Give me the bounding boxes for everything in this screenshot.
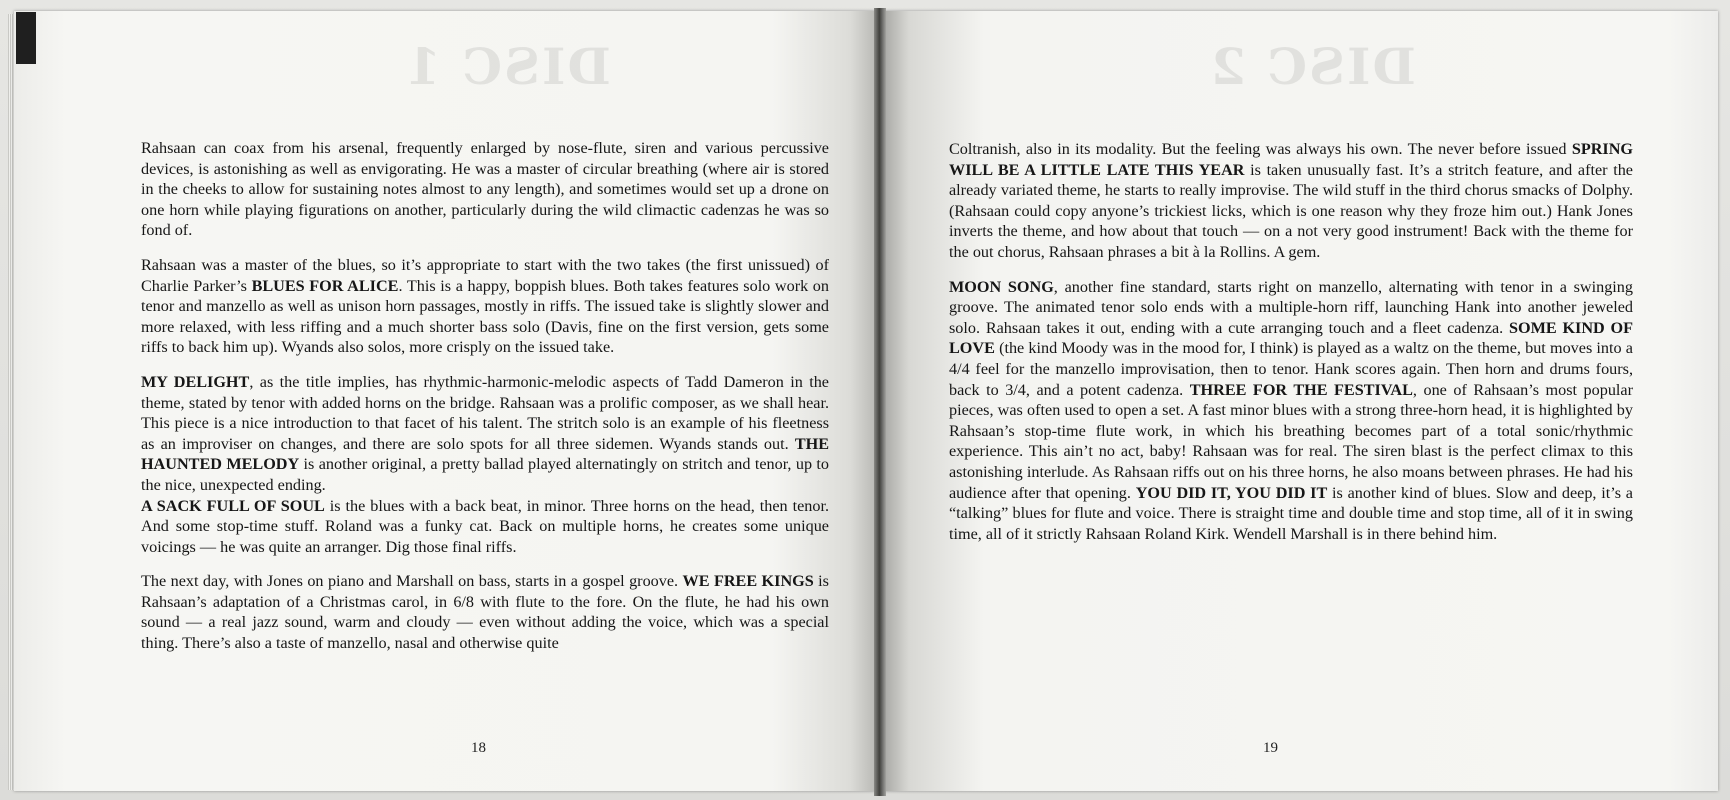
page-number: 19 (1263, 740, 1278, 756)
song-title: MY DELIGHT (141, 372, 250, 391)
song-title: BLUES FOR ALICE (251, 276, 399, 295)
paragraph: MOON SONG, another fine standard, starts right on manzello, alternating with tenor in a swinging groove. The animated tenor solo ends with a multiple-horn riff, launching Hank into another jeweled solo. Rahsaan takes it out, ending with a cute arranging touch and a fleet cadenza. SOME KIND OF LOVE (the kind Moody was in the mood for, I think) is played as a waltz on the theme, but moves into a 4/4 feel for the manzello improvisation, then to tenor. Hank scores again. Then horn and drums fours, back to 3/4, and a potent cadenza. THREE FOR THE FESTIVAL, one of Rahsaan’s most popular pieces, was often used to open a set. A fast minor blues with a strong three-horn head, it is highlighted by Rahsaan’s stop-time flute work, in which his breathing becomes part of a total sonic/rhythmic experience. This ain’t no act, baby! Rahsaan was for real. The siren blast is the perfect climax to this astonishing interlude. As Rahsaan riffs out on his three horns, he also moans between phrases. He had his audience after that opening. YOU DID IT, YOU DID IT is another kind of blues. Slow and deep, it’s a “talking” blues for flute and voice. There is straight time and double time and stop time, all of it in swing time, all of it strictly Rahsaan Roland Kirk. Wendell Marshall is in there behind him. (949, 277, 1634, 543)
song-title: THREE FOR THE FESTIVAL (1189, 380, 1413, 399)
left-page-text (141, 138, 829, 668)
paragraph: Coltranish, also in its modality. But the feeling was always his own. The never before issued SPRING WILL BE A LITTLE LATE THIS YEAR is taken unusually fast. It’s a stritch feature, and after the already variated theme, he starts to really improvise. The wild stuff in the third chorus smacks of Dolphy. (Rahsaan could copy anyone’s trickiest licks, which is one reason why they froze him out.) Hank Jones inverts the theme, and how about that touch — on a not very good instrument! Back with the theme for the out chorus, Rahsaan phrases a bit à la Rollins. A gem. (949, 140, 1633, 261)
paragraph: Rahsaan was a master of the blues, so it’s appropriate to start with the two takes (the first unissued) of Charlie Parker’s BLUES FOR ALICE. This is a happy, boppish blues. Both takes features solo work on tenor and manzello as well as unison horn passages, mostly in riffs. The issued take is slightly slower and more relaxed, with less riffing and a much shorter bass solo (Davis, fine on the first version, gets some riffs to back him up). Wyands also solos, more crisply on the issued take. (141, 255, 829, 357)
song-title: SPRING WILL BE A LITTLE LATE THIS YEAR (949, 140, 1633, 179)
paragraph: A SACK FULL OF SOUL is the blues with a back beat, in minor. Three horns on the head, then tenor. And some stop-time stuff. Roland was a funky cat. Back on multiple horns, he creates some unique voicings — he was quite an arranger. Dig those final riffs. (141, 496, 830, 556)
page-number: 18 (471, 740, 486, 756)
right-page-text (949, 139, 1633, 558)
ghost-heading-disc-2: DISC 2 (1209, 37, 1416, 96)
song-title: THE HAUNTED MELODY (141, 434, 829, 474)
ghost-heading-disc-1: DISC 1 (404, 37, 611, 96)
song-title: WE FREE KINGS (682, 572, 814, 591)
song-title: SOME KIND OF LOVE (949, 318, 1633, 358)
right-page (884, 11, 1718, 791)
paragraph: MY DELIGHT, as the title implies, has rhythmic-harmonic-melodic aspects of Tadd Dameron in the theme, stated by tenor with added horns on the bridge. Rahsaan was a prolific composer, as we shall hear. This piece is a nice introduction to that facet of his talent. The stritch solo is an example of his fleetness as an improviser on changes, and there are solo spots for all three sidemen. Wyands stands out. THE HAUNTED MELODY is another original, a pretty ballad played alternatingly on stritch and tenor, up to the nice, unexpected ending. (141, 372, 830, 494)
song-title: YOU DID IT, YOU DID IT (1135, 483, 1328, 502)
song-title: A SACK FULL OF SOUL (141, 496, 325, 515)
paragraph: The next day, with Jones on piano and Marshall on bass, starts in a gospel groove. WE FREE KINGS is Rahsaan’s adaptation of a Christmas carol, in 6/8 with flute to the fore. On the flute, he had his own sound — a real jazz sound, warm and cloudy — even without adding the voice, which was a special thing. There’s also a taste of manzello, nasal and otherwise quite (141, 572, 829, 653)
book-spine (874, 8, 886, 796)
song-title: MOON SONG (949, 277, 1054, 296)
left-page (14, 11, 876, 791)
paragraph: Rahsaan can coax from his arsenal, frequently enlarged by nose-flute, siren and various percussive devices, is astonishing as well as envigorating. He was a master of circular breathing (where air is stored in the cheeks to allow for sustaining notes almost to any length), and sometimes would set up a drone on one horn while playing figurations on another, particularly during the wild climactic cadenzas he was so fond of. (141, 139, 829, 240)
index-tab-mark (16, 12, 36, 64)
